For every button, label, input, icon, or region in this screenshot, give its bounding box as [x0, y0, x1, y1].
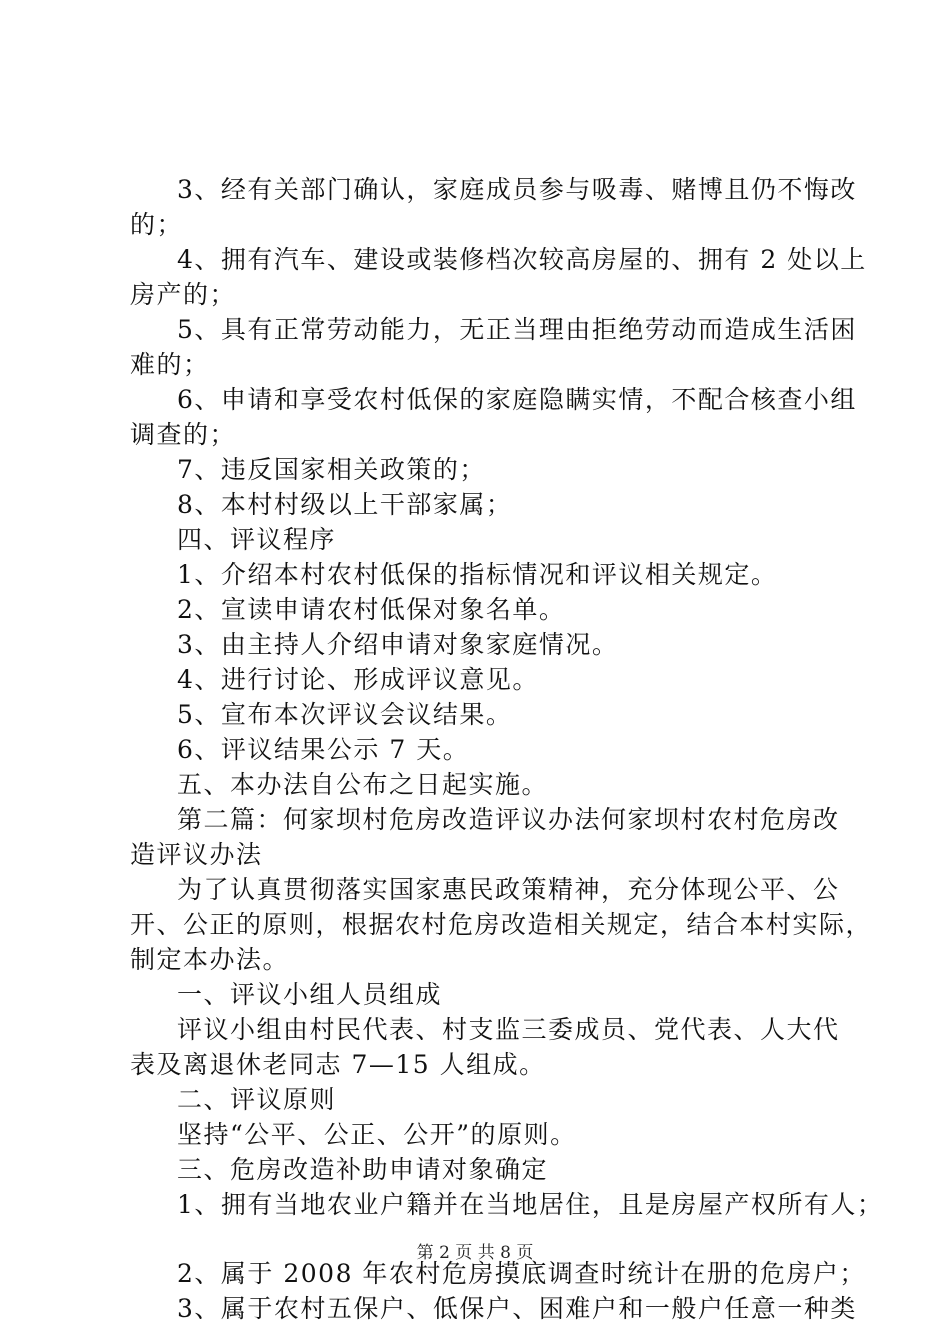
paragraph-line: 8、本村村级以上干部家属；	[177, 490, 513, 519]
paragraph-line: 3、由主持人介绍申请对象家庭情况。	[177, 630, 619, 659]
chapter-title: 造评议办法	[130, 840, 263, 869]
document-body	[130, 172, 884, 1326]
page-footer: 第 2 页 共 8 页	[416, 1243, 534, 1263]
paragraph-line: 1、拥有当地农业户籍并在当地居住，且是房屋产权所有人；	[177, 1190, 884, 1219]
paragraph-line: 5、具有正常劳动能力，无正当理由拒绝劳动而造成生活困	[177, 315, 857, 344]
paragraph-line: 4、拥有汽车、建设或装修档次较高房屋的、拥有 2 处以上	[177, 245, 867, 274]
paragraph-line: 6、评议结果公示 7 天。	[177, 735, 470, 764]
paragraph-line: 评议小组由村民代表、村支监三委成员、党代表、人大代	[177, 1015, 840, 1044]
paragraph-line: 4、进行讨论、形成评议意见。	[177, 665, 539, 694]
paragraph-line: 调查的；	[130, 420, 237, 449]
chapter-title: 第二篇：何家坝村危房改造评议办法何家坝村农村危房改	[177, 805, 840, 834]
section-heading: 二、评议原则	[177, 1085, 337, 1114]
paragraph-line: 坚持“公平、公正、公开”的原则。	[177, 1120, 577, 1149]
paragraph-line: 2、宣读申请农村低保对象名单。	[177, 595, 566, 624]
paragraph-line: 开、公正的原则，根据农村危房改造相关规定，结合本村实际，	[130, 910, 873, 939]
section-heading: 一、评议小组人员组成	[177, 980, 443, 1009]
paragraph-line: 7、违反国家相关政策的；	[177, 455, 486, 484]
paragraph-line: 3、经有关部门确认，家庭成员参与吸毒、赌博且仍不悔改	[177, 175, 857, 204]
section-heading: 三、危房改造补助申请对象确定	[177, 1155, 549, 1184]
paragraph-line: 难的；	[130, 350, 210, 379]
paragraph-line: 制定本办法。	[130, 945, 290, 974]
paragraph-line: 房产的；	[130, 280, 237, 309]
paragraph-line: 为了认真贯彻落实国家惠民政策精神，充分体现公平、公	[177, 875, 840, 904]
paragraph-line: 1、介绍本村农村低保的指标情况和评议相关规定。	[177, 560, 778, 589]
paragraph-line: 的；	[130, 210, 184, 239]
section-heading: 四、评议程序	[177, 525, 337, 554]
paragraph-line: 3、属于农村五保户、低保户、困难户和一般户任意一种类	[177, 1294, 857, 1323]
section-heading: 五、本办法自公布之日起实施。	[177, 770, 549, 799]
paragraph-line: 6、申请和享受农村低保的家庭隐瞒实情，不配合核查小组	[177, 385, 857, 414]
paragraph-line: 5、宣布本次评议会议结果。	[177, 700, 513, 729]
paragraph-line: 表及离退休老同志 7—15 人组成。	[130, 1050, 546, 1079]
paragraph-line: 2、属于 2008 年农村危房摸底调查时统计在册的危房户；	[177, 1259, 866, 1288]
